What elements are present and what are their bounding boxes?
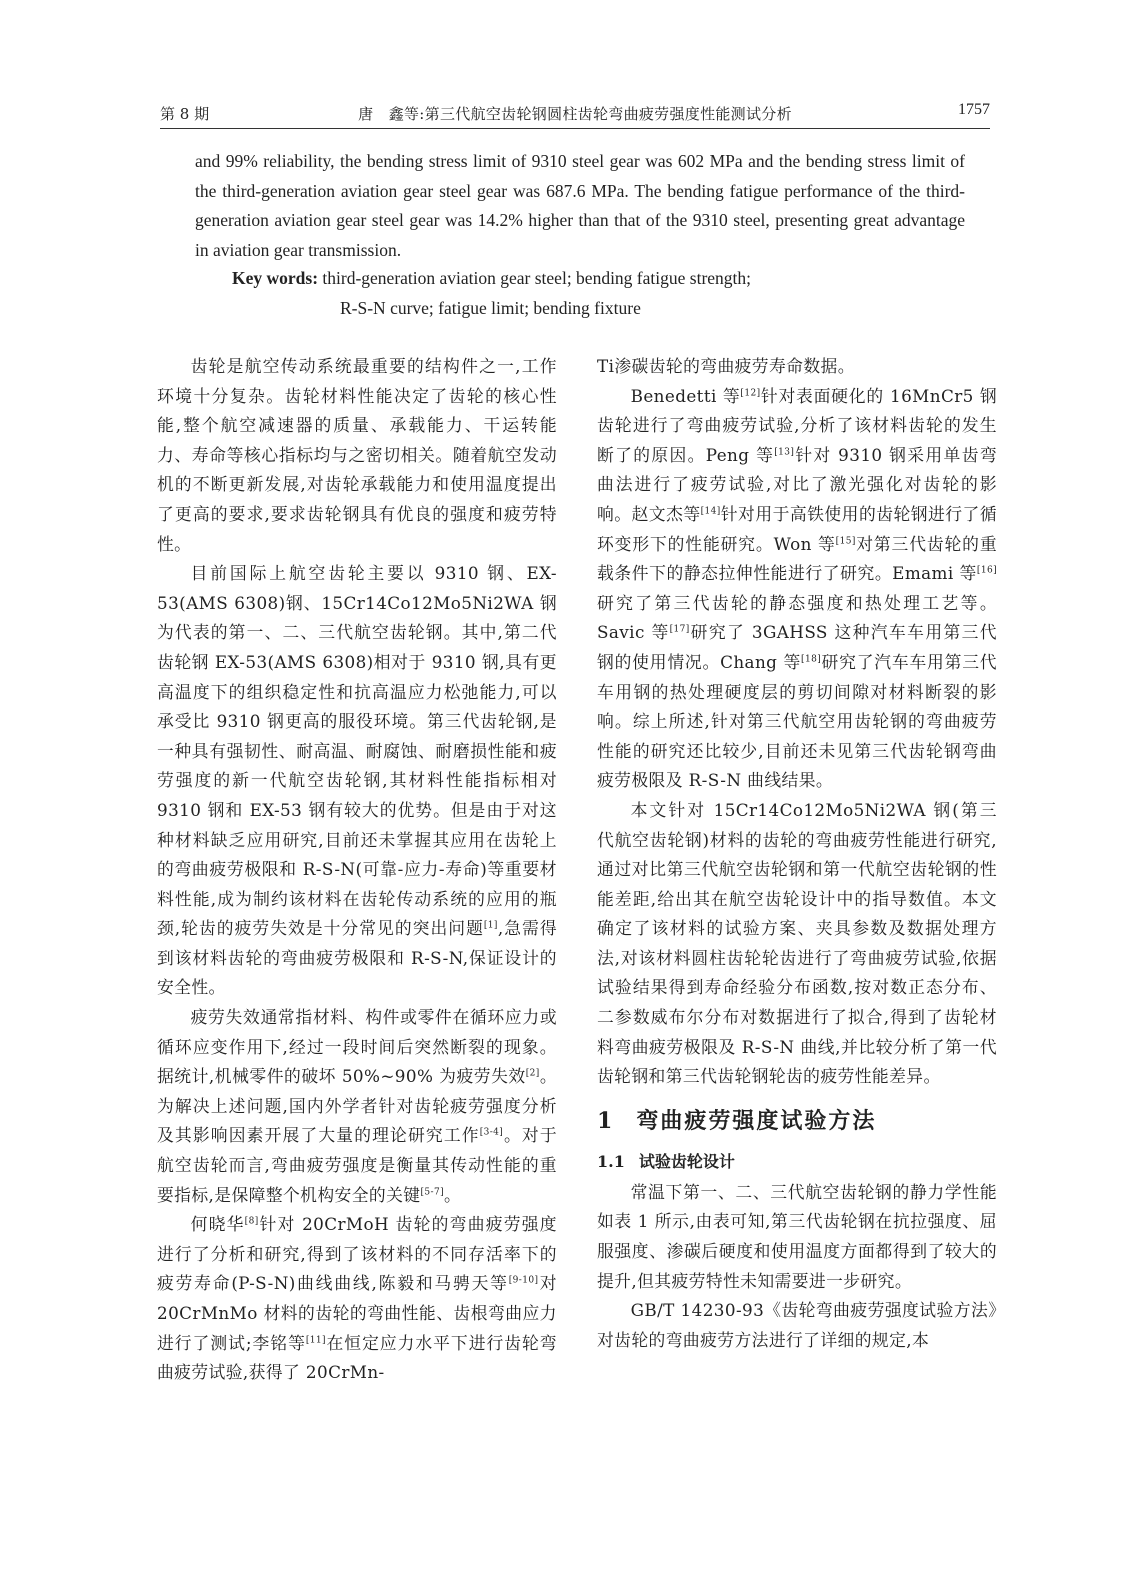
- left-column: [157, 352, 557, 1388]
- text: 。对于航空齿轮而言,弯曲疲劳强度是衡量其传动性能的重要指标,是保障整个机构安全的关键: [157, 1125, 558, 1205]
- abstract-text: and 99% reliability, the bending stress limit of 9310 steel gear was 602 MPa and the bending stress limit of the third-generation aviation gear steel gear was 687.6 MPa. The bending fatigue performance of the third-generation aviation gear steel gear was 14.2% higher than that of the 9310 steel, presenting great advantage in aviation gear transmission.: [195, 151, 965, 260]
- paragraph-standard: GB/T 14230-93《齿轮弯曲疲劳强度试验方法》对齿轮的弯曲疲劳方法进行了详细的规定,本: [597, 1300, 997, 1350]
- citation: [8]: [244, 1216, 259, 1227]
- subsection-title: 试验齿轮设计: [638, 1151, 735, 1171]
- text: 。: [443, 1184, 462, 1205]
- text: 研究了 3GAHSS 这种汽车车用第三代钢的使用情况。Chang 等: [597, 622, 997, 672]
- citation: [1]: [483, 920, 498, 931]
- section-number: 1: [597, 1107, 615, 1134]
- paragraph-static-properties: 常温下第一、二、三代航空齿轮钢的静力学性能如表 1 所示,由表可知,第三代齿轮钢在抗拉强度、屈服强度、渗碳后硬度和使用温度方面都得到了较大的提升,但其疲劳特性未知需要进一步研究。: [597, 1181, 997, 1291]
- citation: [11]: [305, 1335, 326, 1345]
- section-title: 弯曲疲劳强度试验方法: [636, 1107, 877, 1134]
- section-heading-1: [597, 1106, 997, 1136]
- subsection-heading-1-1: [597, 1148, 997, 1176]
- citation: [18]: [801, 654, 822, 665]
- issue-number: 第 8 期: [160, 105, 210, 123]
- paragraph-fatigue-failure: [157, 1003, 557, 1210]
- text: 何晓华: [190, 1214, 245, 1235]
- text: Benedetti 等: [630, 385, 741, 406]
- text: 研究了汽车车用第三代车用钢的热处理硬度层的剪切间隙对材料断裂的影响。综上所述,针对第三代航空用齿轮钢的弯曲疲劳性能的研究还比较少,目前还未见第三代齿轮钢弯曲疲劳极限及 R-S-N 曲线结果。: [597, 651, 997, 791]
- text: ,急需得到该材料齿轮的弯曲疲劳极限和 R-S-N,保证设计的安全性。: [157, 918, 557, 998]
- text: 对第三代齿轮的重载条件下的静态拉伸性能进行了研究。Emami 等: [597, 533, 998, 584]
- keywords-line-2: R-S-N curve; fatigue limit; bending fixture: [340, 297, 641, 318]
- text: 针对表面硬化的 16MnCr5 钢齿轮进行了弯曲疲劳试验,分析了该材料齿轮的发生断了的原因。Peng 等: [597, 385, 997, 465]
- citation: [2]: [525, 1068, 540, 1079]
- paragraph-prior-work: [157, 1210, 557, 1388]
- running-title: 唐 鑫等:第三代航空齿轮钢圆柱齿轮弯曲疲劳强度性能测试分析: [358, 105, 792, 123]
- running-header: [160, 98, 990, 129]
- paragraph-intro: 齿轮是航空传动系统最重要的结构件之一,工作环境十分复杂。齿轮材料性能决定了齿轮的核心性能,整个航空减速器的质量、承载能力、干运转能力、寿命等核心指标均与之密切相关。随着航空发动机的不断更新发展,对齿轮承载能力和使用温度提出了更高的要求,要求齿轮钢具有优良的强度和疲劳特性。: [157, 356, 557, 554]
- citation: [15]: [835, 535, 856, 546]
- citation: [12]: [740, 388, 761, 398]
- text: 在恒定应力水平下进行齿轮弯曲疲劳试验,获得了 20CrMn-: [157, 1332, 557, 1383]
- citation: [9-10]: [508, 1275, 539, 1286]
- paragraph-gear-steels: [157, 559, 557, 1003]
- paragraph-continued: Ti渗碳齿轮的弯曲疲劳寿命数据。: [597, 356, 855, 376]
- text: 目前国际上航空齿轮主要以 9310 钢、EX-53(AMS 6308)钢、15Cr14Co12Mo5Ni2WA 钢为代表的第一、二、三代航空齿轮钢。其中,第二代齿轮钢 EX-53(AMS 6308)相对于 9310 钢,具有更高温度下的组织稳定性和抗高温应力松弛能力,可以承受比 9310 钢更高的服役环境。第三代齿轮钢,是一种具有强韧性、耐高温、耐腐蚀、耐磨损性能和疲劳强度的新一代航空齿轮钢,其材料性能指标相对 9310 钢和 EX-53 钢有较大的优势。但是由于对这种材料缺乏应用研究,目前还未掌握其应用在齿轮上的弯曲疲劳极限和 R-S-N(可靠-应力-寿命)等重要材料性能,成为制约该材料在齿轮传动系统的应用的瓶颈,轮齿的疲劳失效是十分常见的突出问题: [157, 563, 557, 939]
- text: 。为解决上述问题,国内外学者针对齿轮疲劳强度分析及其影响因素开展了大量的理论研究工作: [157, 1066, 557, 1146]
- citation: [13]: [774, 447, 795, 458]
- text: 对 20CrMnMo 材料的齿轮的弯曲性能、齿根弯曲应力进行了测试;李铭等: [157, 1273, 557, 1353]
- citation: [17]: [669, 624, 690, 635]
- text: 针对用于高铁使用的齿轮钢进行了循环变形下的性能研究。Won 等: [597, 503, 998, 554]
- abstract-english: [195, 147, 965, 265]
- keywords-line-1: third-generation aviation gear steel; bending fatigue strength;: [322, 268, 752, 288]
- text: 针对 9310 钢采用单齿弯曲法进行了疲劳试验,对比了激光强化对齿轮的影响。赵文杰等: [597, 444, 998, 524]
- citation: [16]: [976, 565, 997, 576]
- citation: [5-7]: [420, 1187, 444, 1198]
- text: 针对 20CrMoH 齿轮的弯曲疲劳强度进行了分析和研究,得到了该材料的不同存活率下的疲劳寿命(P-S-N)曲线曲线,陈毅和马骋天等: [157, 1214, 557, 1294]
- text: 研究了第三代齿轮的静态强度和热处理工艺等。Savic 等: [597, 592, 997, 643]
- right-column: [597, 352, 997, 1355]
- citation: [3-4]: [479, 1127, 504, 1138]
- paragraph-this-study: 本文针对 15Cr14Co12Mo5Ni2WA 钢(第三代航空齿轮钢)材料的齿轮的弯曲疲劳性能进行研究,通过对比第三代航空齿轮钢和第一代航空齿轮钢的性能差距,给出其在航空齿轮设计中的指导数值。本文确定了该材料的试验方案、夹具参数及数据处理方法,对该材料圆柱齿轮轮齿进行了弯曲疲劳试验,依据试验结果得到寿命经验分布函数,按对数正态分布、二参数威布尔分布对数据进行了拟合,得到了齿轮材料弯曲疲劳极限及 R-S-N 曲线,并比较分析了第一代齿轮钢和第三代齿轮钢轮齿的疲劳性能差异。: [597, 799, 997, 1087]
- paragraph-literature: [597, 382, 997, 796]
- keywords: [232, 264, 972, 323]
- citation: [14]: [700, 506, 721, 517]
- subsection-number: 1.1: [597, 1151, 625, 1171]
- text: 疲劳失效通常指材料、构件或零件在循环应力或循环应变作用下,经过一段时间后突然断裂的现象。据统计,机械零件的破坏 50%~90% 为疲劳失效: [157, 1007, 557, 1087]
- page-number: 1757: [958, 101, 990, 118]
- keywords-label: Key words:: [232, 268, 319, 288]
